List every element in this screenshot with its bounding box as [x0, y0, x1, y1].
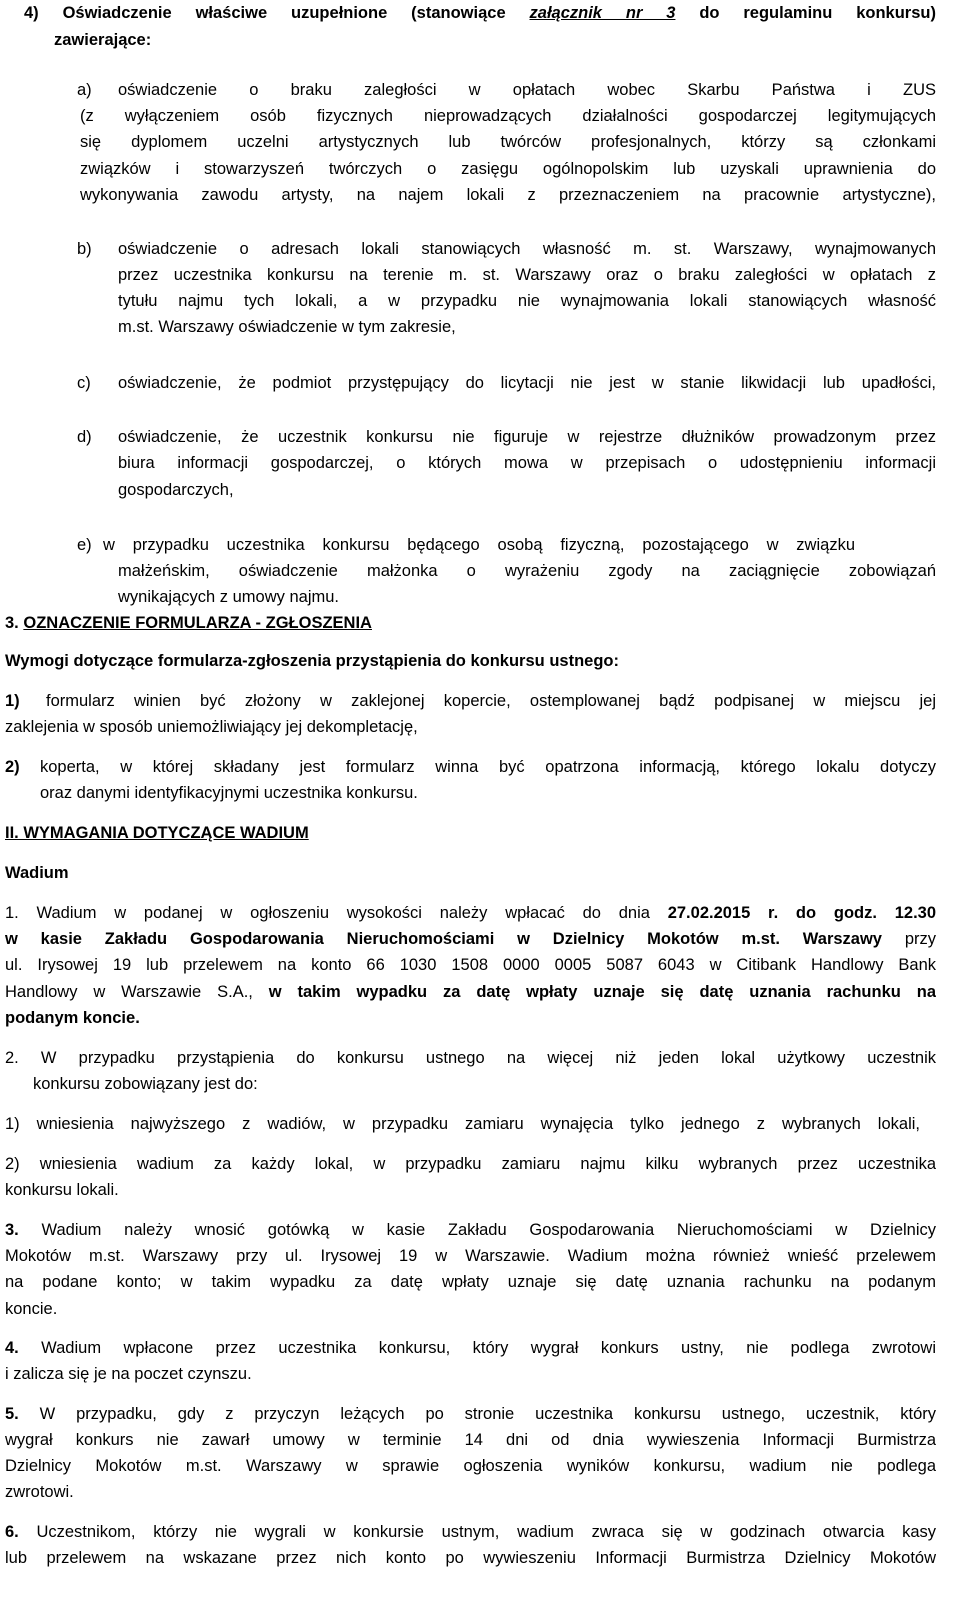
paragraph-2-line: konkursu zobowiązany jest do:: [33, 1075, 258, 1093]
paragraph-5-text: W przypadku, gdy z przyczyn leżących po stronie uczestnika konkursu ustnego, uczestnik, który: [18, 1405, 936, 1423]
item-c-line: oświadczenie, że podmiot przystępujący do licytacji nie jest w stanie likwidacji lub upadłości,: [118, 374, 936, 392]
cashier-office: w kasie Zakładu Gospodarowania Nieruchomościami w Dzielnicy Mokotów m.st. Warszawy: [5, 930, 882, 948]
item-d-marker: d): [77, 428, 92, 446]
paragraph-5-line: Dzielnicy Mokotów m.st. Warszawy w sprawie ogłoszenia wyników konkursu, wadium nie podlega: [5, 1457, 936, 1475]
item-d-line: oświadczenie, że uczestnik konkursu nie figuruje w rejestrze dłużników prowadzonym przez: [118, 428, 936, 446]
section4-heading-line1: [24, 0, 936, 26]
item-d-line: gospodarczych,: [118, 481, 234, 499]
payment-date-rule: w takim wypadku za datę wpłaty uznaje się datę uznania rachunku na: [268, 983, 936, 1001]
item-e-line: wynikających z umowy najmu.: [118, 588, 339, 606]
requirement-2-line: oraz danymi identyfikacyjnymi uczestnika konkursu.: [40, 784, 418, 802]
paragraph-2-subitem-1: 1) wniesienia najwyższego z wadiów, w przypadku zamiaru wynajęcia tylko jednego z wybranych lokali,: [5, 1115, 920, 1133]
section3-heading: [5, 610, 936, 636]
paragraph-5-line: [5, 1401, 936, 1427]
paragraph-6-line: lub przelewem na wskazane przez nich konto po wywieszeniu Informacji Burmistrza Dzielnicy Mokotów: [5, 1549, 936, 1567]
section3-title: OZNACZENIE FORMULARZA - ZGŁOSZENIA: [23, 614, 372, 632]
paragraph-4-text: Wadium wpłacone przez uczestnika konkursu, który wygrał konkurs ustny, nie podlega zwrotowi: [18, 1339, 936, 1357]
item-c-marker: c): [77, 374, 91, 392]
paragraph-1-text: 1. Wadium w podanej w ogłoszeniu wysokości należy wpłacać do dnia: [5, 904, 668, 922]
requirement-1-line: zaklejenia w sposób uniemożliwiający jej dekompletację,: [5, 718, 418, 736]
paragraph-1-text: Handlowy w Warszawie S.A.,: [5, 983, 269, 1001]
paragraph-4-number: 4.: [5, 1339, 19, 1357]
paragraph-3-line: Mokotów m.st. Warszawy przy ul. Irysowej 19 w Warszawie. Wadium można również wnieść przelewem: [5, 1247, 936, 1265]
item-a-line: się dyplomem uczelni artystycznych lub twórców profesjonalnych, którzy są członkami: [80, 133, 936, 151]
paragraph-6-text: Uczestnikom, którzy nie wygrali w konkursie ustnym, wadium zwraca się w godzinach otwarcia kasy: [18, 1523, 936, 1541]
item-a-line: (z wyłączeniem osób fizycznych nieprowadzących działalności gospodarczej legitymujących: [80, 107, 936, 125]
section3-number: 3.: [5, 614, 24, 632]
attachment-reference: załącznik nr 3: [529, 4, 676, 22]
paragraph-1-line: [5, 900, 936, 926]
paragraph-4-line: i zalicza się je na poczet czynszu.: [5, 1365, 252, 1383]
wadium-subtitle: Wadium: [5, 864, 69, 882]
item-a-line: związków i stowarzyszeń twórczych o zasięgu ogólnopolskim lub uzyskali uprawnienia do: [80, 160, 936, 178]
paragraph-5-line: zwrotowi.: [5, 1483, 74, 1501]
paragraph-1-line: [5, 979, 936, 1005]
paragraph-6-number: 6.: [5, 1523, 19, 1541]
item-a-line: wykonywania zawodu artysty, na najem lokali z przeznaczeniem na pracownie artystyczne),: [80, 186, 936, 204]
item-b-line: przez uczestnika konkursu na terenie m. st. Warszawy oraz o braku zaległości w opłatach z: [118, 266, 936, 284]
paragraph-1-text: przy: [881, 930, 936, 948]
item-a-marker: a): [77, 81, 92, 99]
requirement-2-marker: 2): [5, 758, 20, 776]
paragraph-1-line: ul. Irysowej 19 lub przelewem na konto 66 1030 1508 0000 0005 5087 6043 w Citibank Handlowy Bank: [5, 956, 936, 974]
section4-heading-text-end: do regulaminu konkursu): [675, 4, 936, 22]
item-e-line: małżeńskim, oświadczenie małżonka o wyrażeniu zgody na zaciągnięcie zobowiązań: [118, 562, 936, 580]
paragraph-1-line: podanym koncie.: [5, 1009, 140, 1027]
paragraph-3-line: [5, 1217, 936, 1243]
paragraph-1-line: [5, 926, 936, 952]
item-b-marker: b): [77, 240, 92, 258]
item-e-marker: e): [77, 536, 92, 554]
requirement-1-line: formularz winien być złożony w zaklejonej kopercie, ostemplowanej bądź podpisanej w miejscu jej: [46, 692, 936, 710]
item-a-line: oświadczenie o braku zaległości w opłatach wobec Skarbu Państwa i ZUS: [118, 81, 936, 99]
section-ii-title: II. WYMAGANIA DOTYCZĄCE WADIUM: [5, 824, 309, 842]
item-b-line: tytułu najmu tych lokali, a w przypadku nie wynajmowania lokali stanowiących własność: [118, 292, 936, 310]
item-e-line: w przypadku uczestnika konkursu będącego osobą fizyczną, pozostającego w związku: [103, 536, 855, 554]
paragraph-2-line: 2. W przypadku przystąpienia do konkursu ustnego na więcej niż jeden lokal użytkowy uczestnik: [5, 1049, 936, 1067]
item-d-line: biura informacji gospodarczej, o których mowa w przepisach o udostępnieniu informacji: [118, 454, 936, 472]
item-b-line: m.st. Warszawy oświadczenie w tym zakresie,: [118, 318, 456, 336]
paragraph-4-line: [5, 1335, 936, 1361]
paragraph-2-subitem-2: 2) wniesienia wadium za każdy lokal, w przypadku zamiaru najmu kilku wybranych przez uczestnika: [5, 1155, 936, 1173]
paragraph-5-line: wygrał konkurs nie zawarł umowy w terminie 14 dni od dnia wywieszenia Informacji Burmistrza: [5, 1431, 936, 1449]
deadline: 27.02.2015 r. do godz. 12.30: [667, 904, 936, 922]
paragraph-3-line: na podane konto; w takim wypadku za datę wpłaty uznaje się datę uznania rachunku na podanym: [5, 1273, 936, 1291]
paragraph-5-number: 5.: [5, 1405, 19, 1423]
requirement-1-marker: 1): [5, 692, 20, 710]
paragraph-2-subitem-2: konkursu lokali.: [5, 1181, 119, 1199]
requirement-2-line: koperta, w której składany jest formularz winna być opatrzona informacją, którego lokalu dotyczy: [40, 758, 936, 776]
paragraph-6-line: [5, 1519, 936, 1545]
section4-heading-line2: zawierające:: [54, 31, 152, 49]
item-b-line: oświadczenie o adresach lokali stanowiących własność m. st. Warszawy, wynajmowanych: [118, 240, 936, 258]
paragraph-3-text: Wadium należy wnosić gotówką w kasie Zakładu Gospodarowania Nieruchomościami w Dzielnicy: [18, 1221, 936, 1239]
paragraph-3-number: 3.: [5, 1221, 19, 1239]
paragraph-3-line: koncie.: [5, 1300, 58, 1318]
section4-heading-text: 4) Oświadczenie właściwe uzupełnione (stanowiące: [24, 4, 530, 22]
requirements-heading: Wymogi dotyczące formularza-zgłoszenia przystąpienia do konkursu ustnego:: [5, 652, 619, 670]
